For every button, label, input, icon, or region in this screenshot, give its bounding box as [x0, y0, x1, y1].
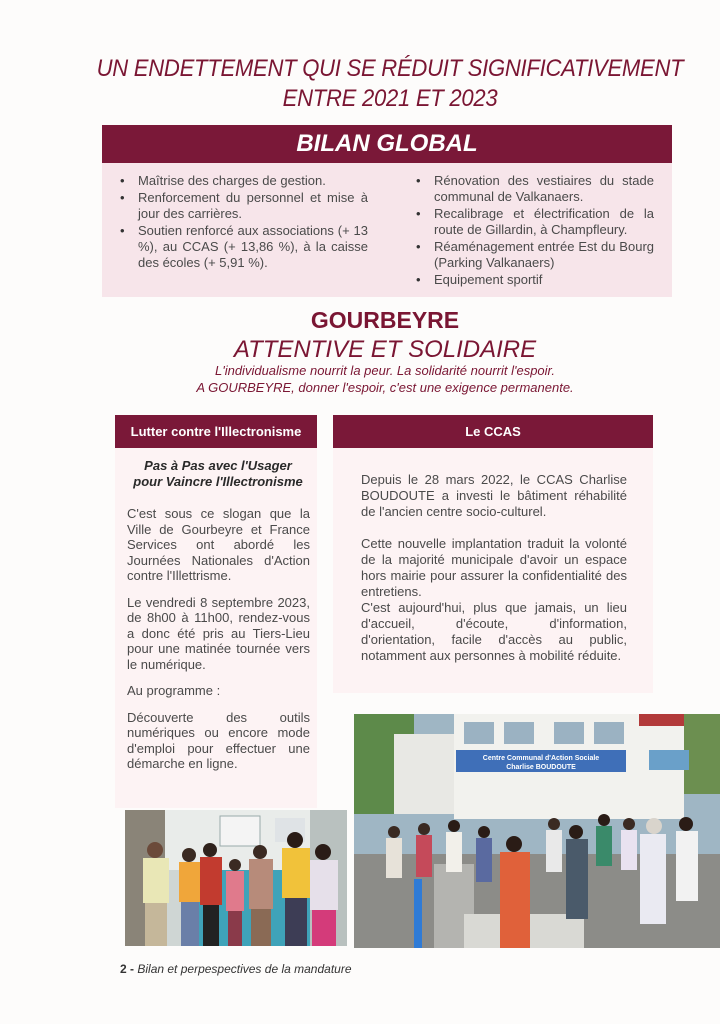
- photo-illectronisme-image: [125, 810, 347, 946]
- photo-ccas-image: [354, 714, 720, 948]
- bilan-right-list: [414, 173, 654, 289]
- bilan-left-list: [118, 173, 368, 272]
- paragraph: Cette nouvelle implantation traduit la volonté de la majorité municipale d'avoir un espace hors mairie pour assurer la confidentialité des entretiens.: [361, 536, 627, 599]
- bilan-item: • Soutien renforcé aux associations (+ 13 %), au CCAS (+ 13,86 %), à la caisse des écoles (+ 5,91 %).: [118, 223, 368, 271]
- illectronisme-panel: [115, 448, 317, 808]
- ccas-header: Le CCAS: [333, 415, 653, 448]
- bilan-item: • Recalibrage et électrification de la route de Gillardin, à Champfleury.: [414, 206, 654, 238]
- main-title-line-1: UN ENDETTEMENT QUI SE RÉDUIT SIGNIFICATIVEMENT: [96, 55, 684, 82]
- section-tagline: [0, 362, 720, 396]
- tagline-line-1: L'individualisme nourrit la peur. La solidarité nourrit l'espoir.: [215, 363, 555, 378]
- bilan-item: • Rénovation des vestiaires du stade communal de Valkanaers.: [414, 173, 654, 205]
- section-title: GOURBEYRE: [310, 307, 460, 333]
- paragraph: Découverte des outils numériques ou encore mode d'emploi pour effectuer une démarche en ligne.: [127, 709, 310, 771]
- paragraph: Au programme :: [127, 683, 221, 698]
- paragraph: C'est sous ce slogan que la Ville de Gourbeyre et France Services ont abordé les Journées Nationales d'Action contre l'Illettrisme.: [127, 506, 310, 583]
- section-subtitle: ATTENTIVE ET SOLIDAIRE: [233, 336, 537, 363]
- bilan-global-header: BILAN GLOBAL: [102, 125, 672, 163]
- bilan-item: • Equipement sportif: [414, 272, 654, 288]
- subheading-line-2: pour Vaincre l'Illectronisme: [133, 474, 303, 489]
- bilan-global-panel: [102, 163, 672, 297]
- bilan-item: • Réaménagement entrée Est du Bourg (Parking Valkanaers): [414, 239, 654, 271]
- bilan-item: • Maîtrise des charges de gestion.: [118, 173, 368, 189]
- main-title-line-2: ENTRE 2021 ET 2023: [282, 85, 498, 112]
- sign-line-1: Centre Communal d'Action Sociale: [482, 755, 600, 762]
- ccas-body: [361, 472, 627, 680]
- bilan-item: • Renforcement du personnel et mise à jour des carrières.: [118, 190, 368, 222]
- paragraph: C'est aujourd'hui, plus que jamais, un lieu d'accueil, d'écoute, d'information, d'orientation, facile d'accès au public, notamment aux personnes à mobilité réduite.: [361, 600, 627, 663]
- illectronisme-header: Lutter contre l'Illectronisme: [115, 415, 317, 448]
- photo-ccas-building: [354, 714, 720, 948]
- illectronisme-subheading: [127, 458, 309, 490]
- ccas-panel: [333, 448, 653, 693]
- page-footer: [120, 962, 352, 976]
- paragraph: Le vendredi 8 septembre 2023, de 8h00 à 11h00, rendez-vous a donc été pris au Tiers-Lieu pour une matinée tournée vers le numérique.: [127, 594, 310, 672]
- subheading-line-1: Pas à Pas avec l'Usager: [144, 458, 292, 473]
- photo-illectronisme-event: [125, 810, 347, 946]
- sign-line-2: Charlise BOUDOUTE: [506, 764, 576, 771]
- footer-label: Bilan et perpespectives de la mandature: [137, 962, 352, 976]
- tagline-line-2: A GOURBEYRE, donner l'espoir, c'est une exigence permanente.: [196, 380, 574, 395]
- page-number: 2 -: [120, 962, 135, 976]
- main-title: [86, 54, 693, 114]
- illectronisme-body: [127, 506, 310, 783]
- paragraph: Depuis le 28 mars 2022, le CCAS Charlise BOUDOUTE a investi le bâtiment réhabilité de l'ancien centre socio-culturel.: [361, 472, 627, 519]
